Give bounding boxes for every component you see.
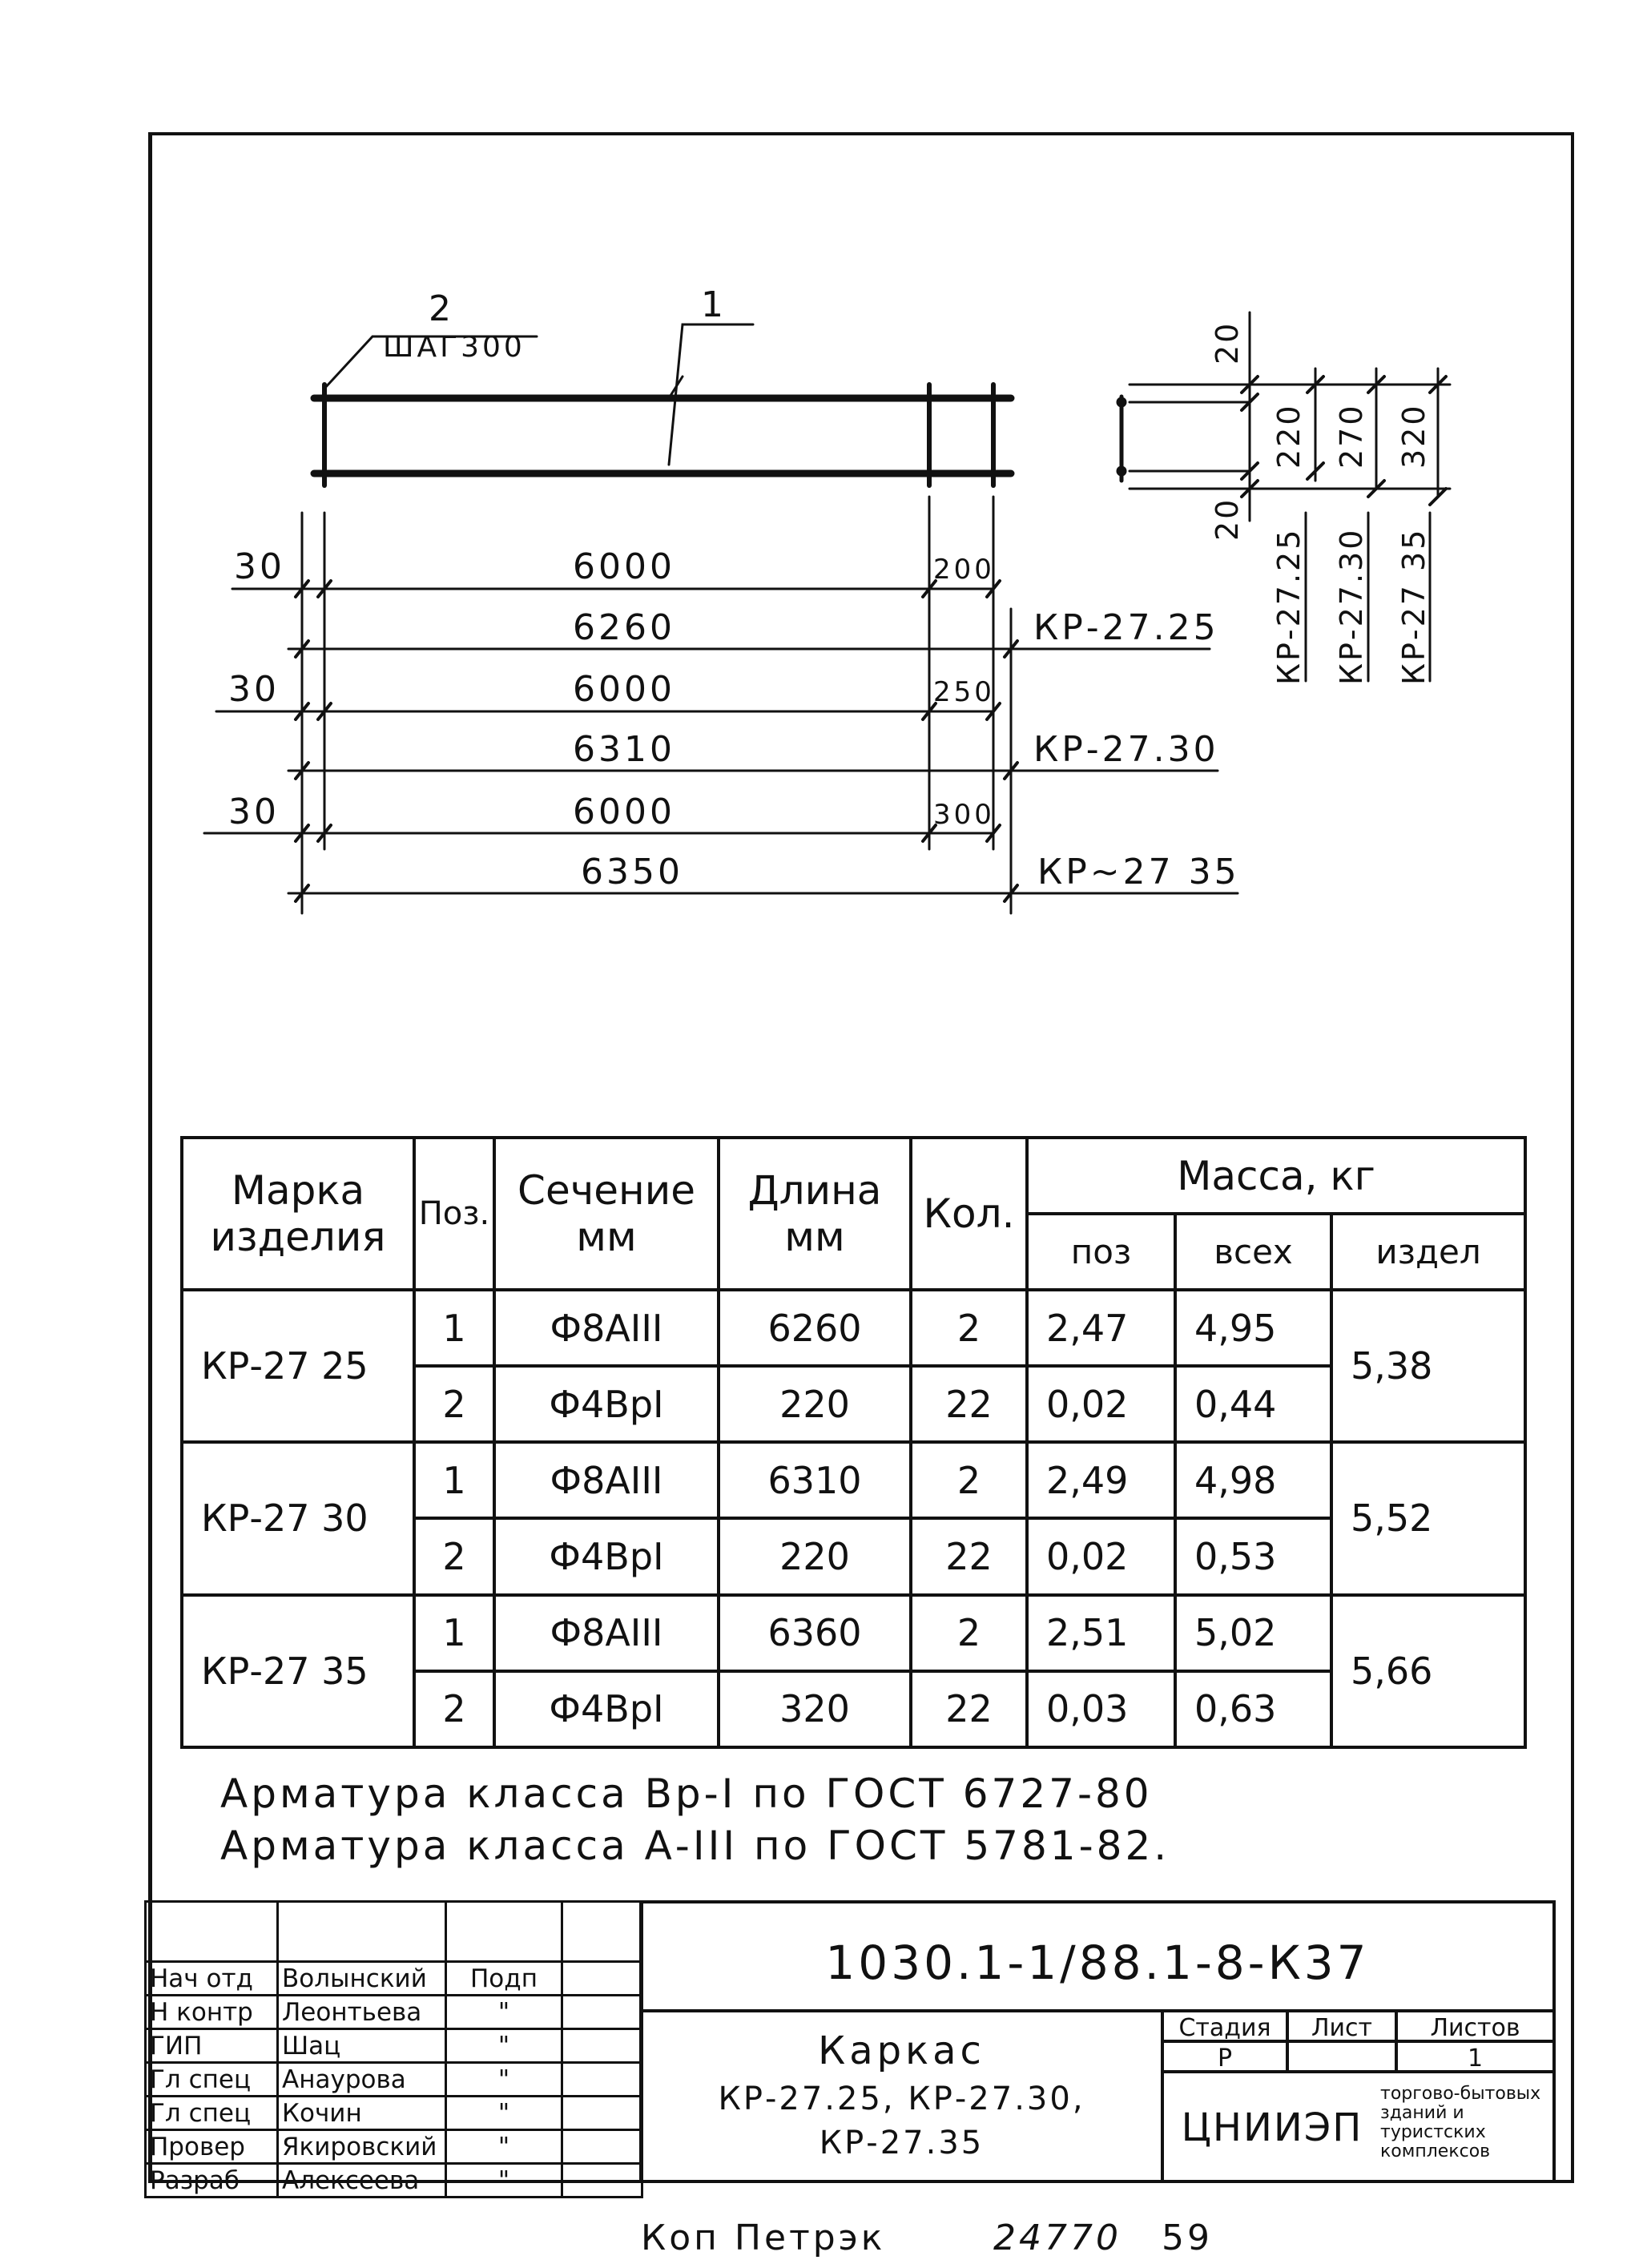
cell-section: Ф8АIII <box>494 1595 719 1671</box>
drawing-subtitle-2: КР-27.35 <box>819 2125 985 2161</box>
table-row <box>182 1595 1525 1671</box>
mark-kr-27-35: КР~27 35 <box>1037 852 1240 892</box>
sheets-label-cell <box>1395 2009 1556 2043</box>
header-mass-item: издел <box>1331 1214 1525 1290</box>
cell-pos: 1 <box>414 1290 494 1366</box>
table-row <box>182 1442 1525 1518</box>
signature-row <box>146 1962 642 1996</box>
header-mass-pos: поз <box>1027 1214 1175 1290</box>
cell-mass-item: 5,38 <box>1331 1290 1525 1442</box>
organization-name: ЦНИИЭП <box>1181 2105 1363 2150</box>
sign: " <box>446 1996 562 2029</box>
name: Алексеева <box>278 2164 446 2198</box>
cell-length: 220 <box>719 1518 911 1594</box>
sheets-value-cell <box>1395 2040 1556 2073</box>
header-section: Сечение мм <box>494 1138 719 1290</box>
name: Шац <box>278 2029 446 2063</box>
dim-offset-30-a: 30 <box>234 546 285 587</box>
sheet-label: Лист <box>1311 2014 1373 2042</box>
dim-offset-30-b: 30 <box>228 669 280 710</box>
signature-row <box>146 2164 642 2198</box>
dim-6260: 6260 <box>573 607 675 648</box>
organization-description: торгово-бытовых зданий и туристских комплексов <box>1380 2084 1541 2161</box>
header-mass-all: всех <box>1175 1214 1331 1290</box>
cell-length: 6310 <box>719 1442 911 1518</box>
cell-qty: 2 <box>911 1442 1027 1518</box>
page-number: 59 <box>1162 2218 1213 2258</box>
dim-6000-a: 6000 <box>573 546 675 587</box>
dim-6000-b: 6000 <box>573 669 675 710</box>
name: Леонтьева <box>278 1996 446 2029</box>
section-dim-320: 320 <box>1396 403 1432 469</box>
cell-mass-pos: 2,51 <box>1027 1595 1175 1671</box>
callout-step: ШАГ300 <box>383 331 526 364</box>
cell-length: 6260 <box>719 1290 911 1366</box>
organization-box <box>1161 2070 1556 2183</box>
cell-qty: 2 <box>911 1595 1027 1671</box>
name: Волынский <box>278 1962 446 1996</box>
section-dim-20-top: 20 <box>1210 320 1245 365</box>
name: Якировский <box>278 2130 446 2164</box>
signature-row <box>146 2063 642 2097</box>
cell-mass-pos: 0,03 <box>1027 1671 1175 1747</box>
cell-section: Ф4ВрI <box>494 1671 719 1747</box>
signature-row <box>146 1996 642 2029</box>
role: Нач отд <box>146 1962 278 1996</box>
cell-mass-all: 5,02 <box>1175 1595 1331 1671</box>
signatures-grid <box>144 1900 643 2198</box>
note-reinforcement-vr1: Арматура класса Вр-I по ГОСТ 6727-80 <box>220 1770 1153 1817</box>
header-mark: Марка изделия <box>182 1138 414 1290</box>
sign: " <box>446 2029 562 2063</box>
cell-mass-all: 0,44 <box>1175 1366 1331 1442</box>
signature-row <box>146 2130 642 2164</box>
cell-mass-all: 0,63 <box>1175 1671 1331 1747</box>
dim-300: 300 <box>933 799 995 831</box>
cell-qty: 22 <box>911 1366 1027 1442</box>
dim-250: 250 <box>933 676 995 708</box>
cell-length: 6360 <box>719 1595 911 1671</box>
section-mark-30: КР-27.30 <box>1334 527 1369 685</box>
stage-label: Стадия <box>1178 2014 1271 2042</box>
dim-6350: 6350 <box>581 852 683 892</box>
role: Гл спец <box>146 2097 278 2130</box>
section-dim-20-bottom: 20 <box>1210 497 1245 541</box>
section-dim-270: 270 <box>1334 403 1369 469</box>
cell-mass-item: 5,66 <box>1331 1595 1525 1747</box>
sheets-value: 1 <box>1467 2044 1484 2073</box>
role: ГИП <box>146 2029 278 2063</box>
inventory-number: 24770 <box>993 2218 1122 2258</box>
drawing-title: Каркас <box>818 2028 985 2073</box>
cell-mass-pos: 2,49 <box>1027 1442 1175 1518</box>
cell-qty: 2 <box>911 1290 1027 1366</box>
cell-pos: 1 <box>414 1595 494 1671</box>
header-mass: Масса, кг <box>1027 1138 1525 1214</box>
sign: " <box>446 2130 562 2164</box>
cell-mass-all: 0,53 <box>1175 1518 1331 1594</box>
header-pos: Поз. <box>414 1138 494 1290</box>
sheet-value-cell <box>1286 2040 1398 2073</box>
stage-value: Р <box>1217 2044 1233 2073</box>
stage-value-cell <box>1161 2040 1289 2073</box>
copy-label: Коп Петрэк <box>641 2218 886 2258</box>
sign: " <box>446 2097 562 2130</box>
cell-mark: КР-27 30 <box>182 1442 414 1594</box>
note-reinforcement-a3: Арматура класса А-III по ГОСТ 5781-82. <box>220 1823 1170 1869</box>
cell-mass-pos: 0,02 <box>1027 1518 1175 1594</box>
section-dim-220: 220 <box>1271 403 1307 469</box>
sign: Подп <box>446 1962 562 1996</box>
section-mark-35: КР-27 35 <box>1396 527 1432 685</box>
signature-row <box>146 2097 642 2130</box>
cell-mass-all: 4,95 <box>1175 1290 1331 1366</box>
section-mark-25: КР-27.25 <box>1271 527 1307 685</box>
title-box <box>639 2009 1164 2183</box>
cell-section: Ф4ВрI <box>494 1518 719 1594</box>
cell-qty: 22 <box>911 1518 1027 1594</box>
cell-pos: 2 <box>414 1366 494 1442</box>
cell-mark: КР-27 25 <box>182 1290 414 1442</box>
header-length: Длина мм <box>719 1138 911 1290</box>
name: Анаурова <box>278 2063 446 2097</box>
cell-section: Ф8АIII <box>494 1290 719 1366</box>
doc-code: 1030.1-1/88.1-8-К37 <box>825 1936 1370 1990</box>
mark-kr-27-30: КР-27.30 <box>1033 729 1219 770</box>
mark-kr-27-25: КР-27.25 <box>1033 607 1219 648</box>
cell-length: 220 <box>719 1366 911 1442</box>
cell-pos: 2 <box>414 1518 494 1594</box>
cell-mass-pos: 2,47 <box>1027 1290 1175 1366</box>
sign: " <box>446 2063 562 2097</box>
dim-6310: 6310 <box>573 729 675 770</box>
signature-row <box>146 2029 642 2063</box>
stage-label-cell <box>1161 2009 1289 2043</box>
doc-code-box <box>639 1900 1556 2012</box>
cell-mass-pos: 0,02 <box>1027 1366 1175 1442</box>
role: Гл спец <box>146 2063 278 2097</box>
cell-mass-all: 4,98 <box>1175 1442 1331 1518</box>
cell-pos: 2 <box>414 1671 494 1747</box>
cell-mark: КР-27 35 <box>182 1595 414 1747</box>
dim-6000-c: 6000 <box>573 792 675 832</box>
header-qty: Кол. <box>911 1138 1027 1290</box>
sign: " <box>446 2164 562 2198</box>
cell-section: Ф4ВрI <box>494 1366 719 1442</box>
drawing-subtitle-1: КР-27.25, КР-27.30, <box>718 2081 1085 2117</box>
cell-pos: 1 <box>414 1442 494 1518</box>
specification-table <box>180 1136 1527 1749</box>
table-row <box>182 1290 1525 1366</box>
role: Провер <box>146 2130 278 2164</box>
dim-offset-30-c: 30 <box>228 792 280 832</box>
title-block <box>144 1900 1556 2195</box>
role: Разраб <box>146 2164 278 2198</box>
callout-pos1: 1 <box>701 284 727 325</box>
cell-length: 320 <box>719 1671 911 1747</box>
role: Н контр <box>146 1996 278 2029</box>
cell-qty: 22 <box>911 1671 1027 1747</box>
dim-200: 200 <box>933 554 995 586</box>
sheets-label: Листов <box>1430 2014 1520 2042</box>
callout-pos2: 2 <box>429 288 454 329</box>
sheet-label-cell <box>1286 2009 1398 2043</box>
name: Кочин <box>278 2097 446 2130</box>
cell-section: Ф8АIII <box>494 1442 719 1518</box>
cell-mass-item: 5,52 <box>1331 1442 1525 1594</box>
